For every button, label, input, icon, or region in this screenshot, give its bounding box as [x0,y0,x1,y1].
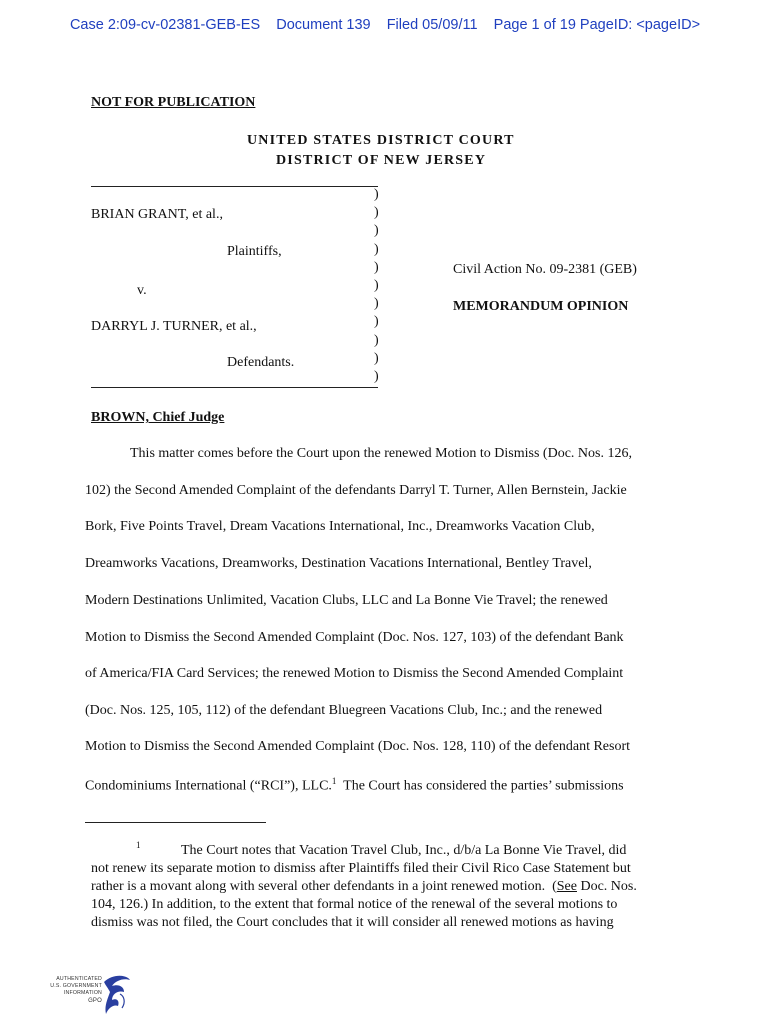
body-line: (Doc. Nos. 125, 105, 112) of the defendant Bluegreen Vacations Club, Inc.; and the renewed [85,703,603,718]
caption-bracket: ) ) ) ) ) ) ) ) ) ) ) [374,187,379,385]
body-line: of America/FIA Card Services; the renewed Motion to Dismiss the Second Amended Complaint [85,666,624,681]
filed-date: Filed 05/09/11 [386,17,478,33]
document-number: Document 139 [276,17,371,33]
see-signal: See [556,879,577,894]
case-number: Case 2:09-cv-02381-GEB-ES [69,17,261,33]
caption-bottom-rule [91,387,378,388]
footnote-line: rather is a movant along with several other defendants in a joint renewed motion. (See Doc. Nos. [91,879,637,894]
document-title: MEMORANDUM OPINION [453,299,629,314]
gpo-authentication-logo: AUTHENTICATED U.S. GOVERNMENT INFORMATION GPO [44,972,134,1016]
versus: v. [137,283,147,298]
court-district: DISTRICT OF NEW JERSEY [276,153,487,168]
court-name: UNITED STATES DISTRICT COURT [247,133,515,148]
footnote-line: The Court notes that Vacation Travel Club, Inc., d/b/a La Bonne Vie Travel, did [181,843,627,858]
footnote-line: dismiss was not filed, the Court concludes that it will consider all renewed motions as having [91,915,614,930]
civil-action-number: Civil Action No. 09-2381 (GEB) [453,262,637,277]
defendant-role: Defendants. [227,355,295,370]
judge-name: BROWN, Chief Judge [91,410,225,425]
body-line-last: Condominiums International (“RCI”), LLC.$^1$ The Court has considered the parties’ submissions [85,776,624,794]
plaintiff-name: BRIAN GRANT, et al., [91,207,223,222]
body-line: Motion to Dismiss the Second Amended Complaint (Doc. Nos. 127, 103) of the defendant Bank [85,630,624,645]
case-header [0,17,770,33]
body-line: 102) the Second Amended Complaint of the defendants Darryl T. Turner, Allen Bernstein, Jackie [85,483,627,498]
body-line: This matter comes before the Court upon the renewed Motion to Dismiss (Doc. Nos. 126, [130,446,632,461]
footnote-separator [85,822,266,823]
page-info: Page 1 of 19 PageID: <pageID> [493,17,701,33]
defendant-name: DARRYL J. TURNER, et al., [91,319,257,334]
body-line: Motion to Dismiss the Second Amended Complaint (Doc. Nos. 128, 110) of the defendant Resort [85,739,631,754]
footnote-line: 104, 126.) In addition, to the extent that formal notice of the renewal of the several motions to [91,897,618,912]
body-line: Dreamworks Vacations, Dreamworks, Destination Vacations International, Bentley Travel, [85,556,592,571]
body-line: Bork, Five Points Travel, Dream Vacations International, Inc., Dreamworks Vacation Club, [85,519,595,534]
footnote-line: not renew its separate motion to dismiss after Plaintiffs filed their Civil Rico Case Statement but [91,861,631,876]
footnote-number: 1 [136,840,141,850]
caption-top-rule [91,186,378,187]
eagle-icon [100,972,134,1016]
body-line: Modern Destinations Unlimited, Vacation Clubs, LLC and La Bonne Vie Travel; the renewed [85,593,608,608]
footnote-reference: 1 [331,776,337,786]
plaintiff-role: Plaintiffs, [227,244,282,259]
publication-note: NOT FOR PUBLICATION [91,95,256,110]
